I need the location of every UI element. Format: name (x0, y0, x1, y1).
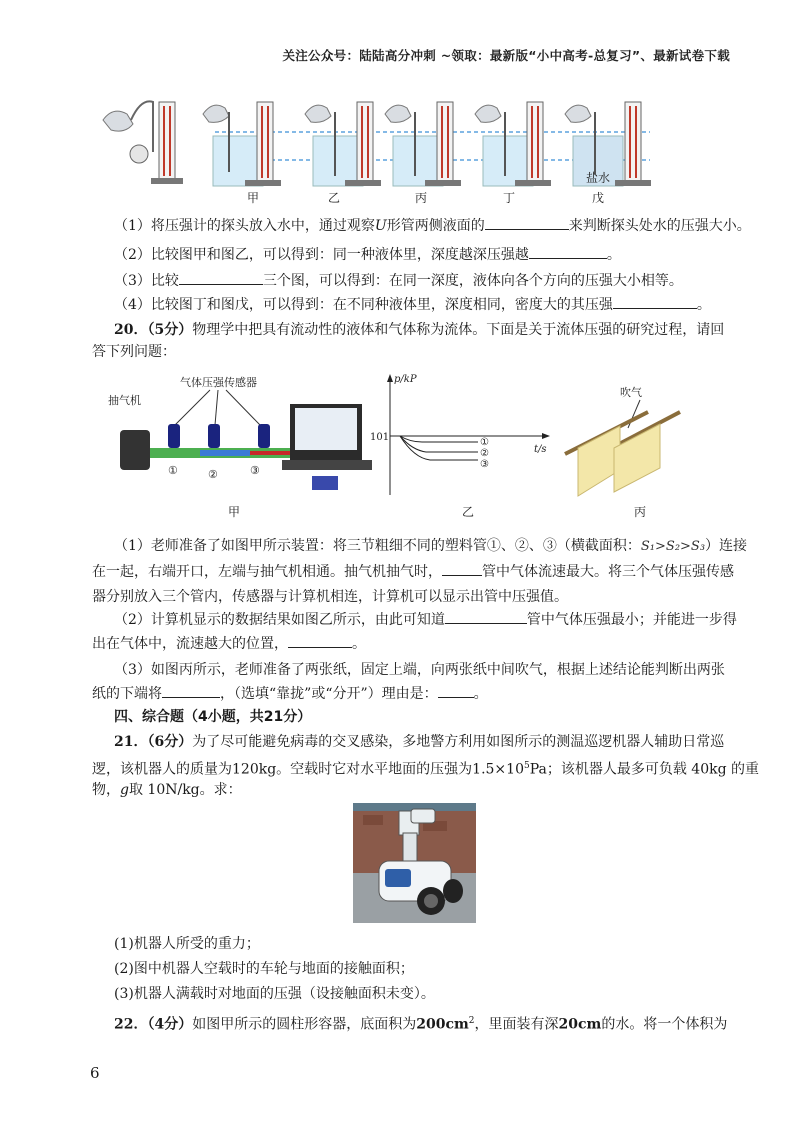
q21-stem-2: 逻，该机器人的质量为120kg。空载时它对水平地面的压强为$1.5\times 10^5Pa$；该机器人最多可负载 40kg 的重 (92, 761, 760, 778)
q20-p2-1: （2）计算机显示的数据结果如图乙所示，由此可知道 管中气体压强最小；并能进一步得 (114, 612, 737, 628)
figure-caption: 甲 (228, 505, 241, 519)
gauge-unit-5 (565, 102, 651, 186)
page-number: 6 (90, 1064, 100, 1082)
gauge-unit-0 (103, 101, 183, 184)
answer-blank[interactable] (442, 562, 482, 576)
figure-caption: 乙 (462, 505, 475, 519)
q20-p1-1: （1）老师准备了如图甲所示装置：将三节粗细不同的塑料管①、②、③（横截面积：S₁>S₂>S₃）连接 (114, 538, 748, 554)
page-header: 关注公众号：陆陆高分冲刺 ~领取：最新版“小中高考-总复习”、最新试卷下载 (282, 48, 730, 63)
graph-xlabel: t/s (534, 444, 547, 455)
curve-label-3: ③ (480, 459, 489, 470)
graph-ylabel: p/kP (394, 374, 417, 385)
q21-stem-1: 21．（6分）为了尽可能避免病毒的交叉感染，多地警方利用如图所示的测温巡逻机器人辅助日常巡 (114, 734, 725, 750)
q19-line-1: （1）将压强计的探头放入水中，通过观察U形管两侧液面的 来判断探头处水的压强大小。 (114, 218, 751, 234)
q20-p1-2: 在一起，右端开口，左端与抽气机相通。抽气机抽气时， 管中气体流速最大。将三个气体压强传感 (92, 564, 734, 580)
q20-p3-2: 纸的下端将 ，（选填“靠拢”或“分开”）理由是： 。 (92, 686, 488, 702)
gauge-unit-2 (305, 102, 381, 186)
figure-caption: 甲 (247, 191, 260, 204)
q22-stem-1: 22．（4分）如图甲所示的圆柱形容器，底面积为$200cm^2$，里面装有深20cm的水。将一个体积为 (114, 1016, 728, 1033)
q19-line-4: （4）比较图丁和图戊，可以得到：在不同种液体里，深度相同，密度大的其压强 。 (114, 297, 711, 313)
q21-item-2: (2)图中机器人空载时的车轮与地面的接触面积； (114, 961, 414, 977)
gauge-unit-4 (475, 102, 551, 186)
sensor-label: 气体压强传感器 (180, 376, 257, 389)
robot-photo (353, 803, 476, 923)
curve-label-2: ② (480, 448, 489, 459)
q19-line-2: （2）比较图甲和图乙，可以得到：同一种液体里，深度越深压强越 。 (114, 247, 621, 263)
salt-water-label: 盐水 (586, 171, 611, 185)
section-heading: 四、综合题（4小题，共21分） (114, 709, 312, 725)
graph-y0: 101 (370, 432, 390, 443)
figure-caption: 戊 (592, 191, 605, 204)
answer-blank[interactable] (529, 245, 607, 259)
figure-caption: 丁 (503, 191, 516, 204)
answer-blank[interactable] (179, 271, 263, 285)
answer-blank[interactable] (613, 295, 697, 309)
q21-stem-3: 物，g取 10N/kg。求： (92, 782, 242, 798)
q21-item-3: (3)机器人满载时对地面的压强（设接触面积未变）。 (114, 986, 435, 1002)
figure-caption: 丙 (415, 191, 428, 204)
figure-caption: 丙 (634, 505, 647, 519)
tube-label-1: ① (168, 464, 178, 477)
answer-blank[interactable] (438, 684, 474, 698)
tube-label-2: ② (208, 468, 218, 481)
blow-label: 吹气 (620, 386, 642, 399)
curve-label-1: ① (480, 437, 489, 448)
q20-p2-2: 出在气体中，流速越大的位置， 。 (92, 636, 366, 652)
gauge-unit-3 (385, 102, 461, 186)
figure-caption: 乙 (328, 191, 341, 204)
pump-label: 抽气机 (108, 394, 141, 407)
pressure-gauge-figure (95, 92, 670, 204)
answer-blank[interactable] (445, 610, 527, 624)
answer-blank[interactable] (485, 216, 569, 230)
q20-p3-1: （3）如图丙所示，老师准备了两张纸，固定上端，向两张纸中间吹气，根据上述结论能判断出两张 (114, 662, 725, 678)
gauge-unit-1 (203, 102, 281, 186)
fluid-pressure-figure (100, 370, 700, 520)
tube-label-3: ③ (250, 464, 260, 477)
q19-line-3: （3）比较 三个图，可以得到：在同一深度，液体向各个方向的压强大小相等。 (114, 273, 683, 289)
answer-blank[interactable] (162, 684, 220, 698)
q20-stem-1: 20．（5分）物理学中把具有流动性的液体和气体称为流体。下面是关于流体压强的研究过程，请回 (114, 322, 725, 338)
q20-stem-2: 答下列问题： (92, 344, 176, 360)
answer-blank[interactable] (288, 634, 352, 648)
q21-item-1: (1)机器人所受的重力； (114, 936, 260, 952)
q20-p1-3: 器分别放入三个管内，传感器与计算机相连，计算机可以显示出管中压强值。 (92, 589, 568, 605)
